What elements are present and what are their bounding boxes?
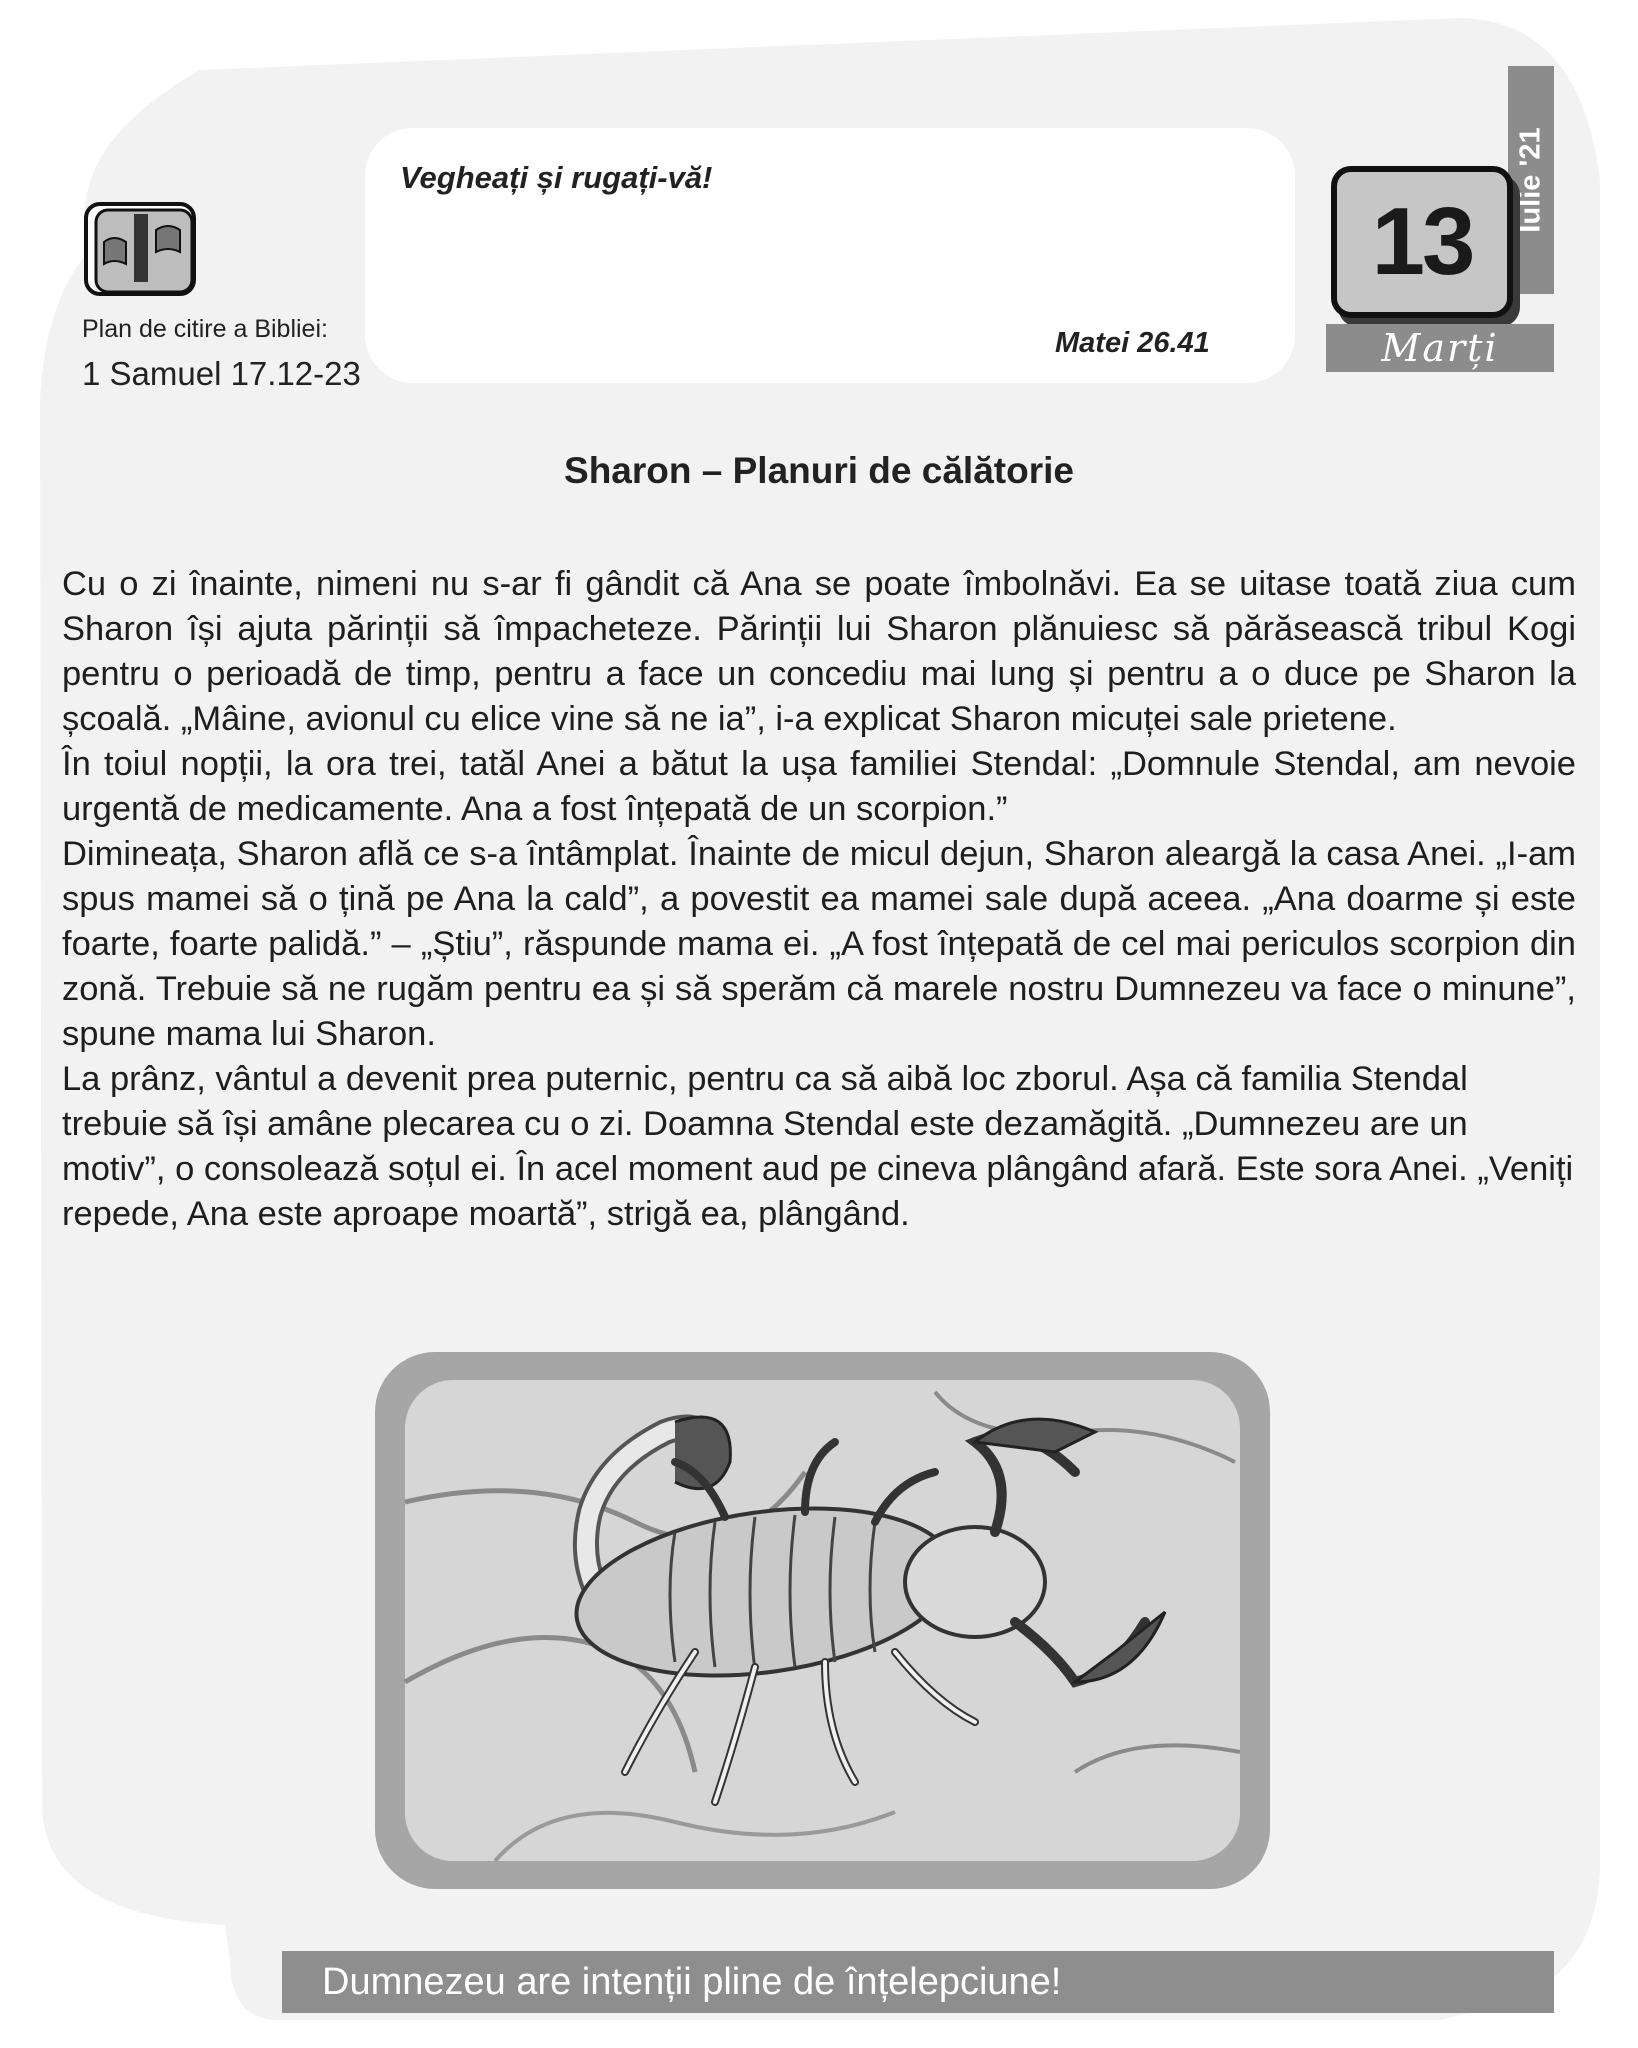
date-box (1331, 166, 1513, 318)
scorpion-illustration (375, 1352, 1270, 1889)
reading-plan-label: Plan de citire a Bibliei: (82, 315, 328, 343)
story-paragraph: În toiul nopții, la ora trei, tatăl Anei a bătut la ușa familiei Stendal: „Domnule Stendal, am nevoie urgentă de medicamente. Ana a fost înțepată de un scorpion.” (62, 745, 1576, 828)
verse-reference: Matei 26.41 (1055, 327, 1210, 359)
month-strip (1508, 66, 1554, 294)
verse-text: Vegheați și rugați-vă! (400, 160, 713, 195)
story-paragraph: Dimineața, Sharon află ce s-a întâmplat. Înainte de micul dejun, Sharon aleargă la casa Anei. „I-am spus mamei să o țină pe Ana la cald”, a povestit ea mamei sale după aceea. „Ana doarme și este foarte, foarte palidă.” – „Știu”, răspunde mama ei. „A fost înțepată de cel mai periculos scorpion din zonă. Trebuie să ne rugăm pentru ea și să sperăm că marele nostru Dumnezeu va face o minune”, spune mama lui Sharon. (62, 835, 1576, 1053)
weekday-label: Marți (1381, 326, 1499, 370)
month-label: Iulie '21 (1514, 127, 1547, 233)
footer-bar (282, 1951, 1554, 2013)
weekday-bar (1326, 324, 1554, 372)
story-paragraph: Cu o zi înainte, nimeni nu s-ar fi gândit că Ana se poate îmbolnăvi. Ea se uitase toată ziua cum Sharon își ajuta părinții să împacheteze. Părinții lui Sharon plănuiesc să părăsească tribul Kogi pentru o perioadă de timp, pentru a face un concediu mai lung și pentru a o duce pe Sharon la școală. „Mâine, avionul cu elice vine să ne ia”, i-a explicat Sharon micuței sale prietene. (62, 565, 1576, 738)
reading-plan-reference: 1 Samuel 17.12-23 (82, 355, 361, 392)
story-title: Sharon – Planuri de călătorie (564, 450, 1074, 491)
day-number: 13 (1371, 188, 1473, 295)
story-text (62, 562, 1576, 1237)
footer-text: Dumnezeu are intenții pline de înțelepciune! (322, 1960, 1062, 2003)
bible-reading-icon (82, 200, 202, 300)
story-paragraph: La prânz, vântul a devenit prea puternic, pentru ca să aibă loc zborul. Așa că familia Stendal trebuie să își amâne plecarea cu o zi. Doamna Stendal este dezamăgită. „Dumnezeu are un motiv”, o consolează soțul ei. În acel moment aud pe cineva plângând afară. Este sora Anei. „Veniți repede, Ana este aproape moartă”, strigă ea, plângând. (62, 1060, 1574, 1233)
